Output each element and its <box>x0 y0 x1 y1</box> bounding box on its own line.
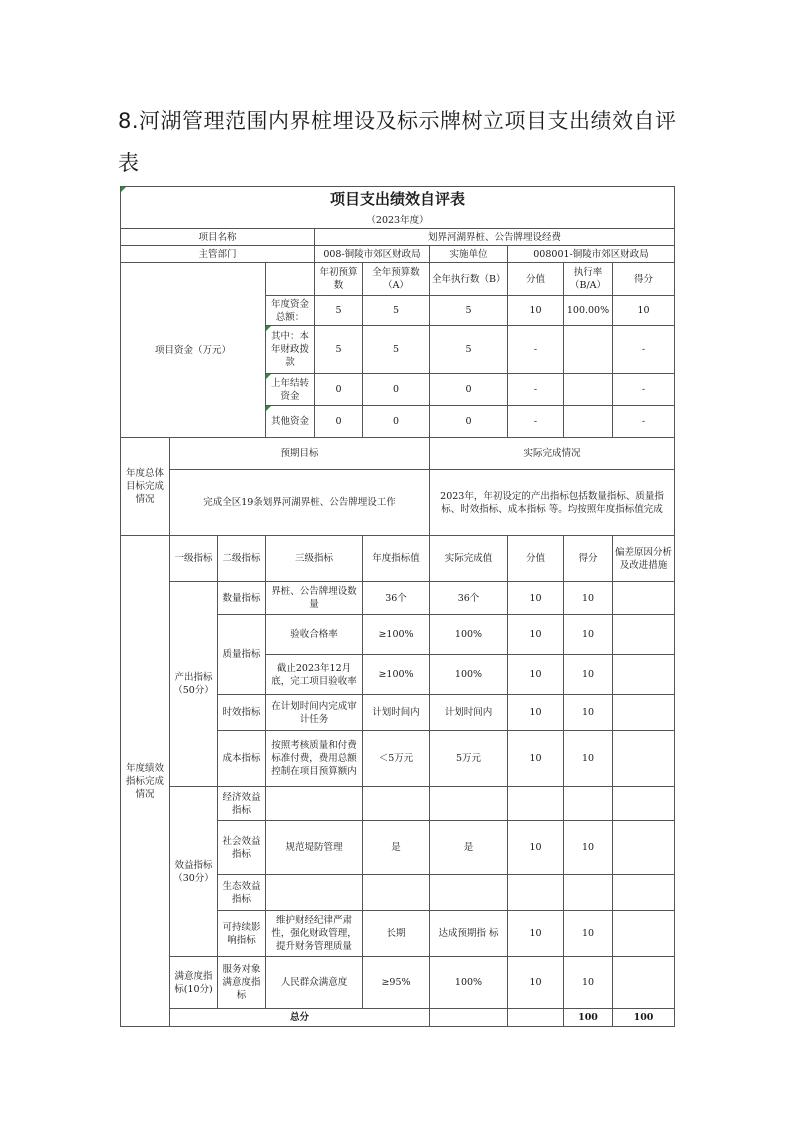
reason-cell <box>613 875 675 911</box>
funds-cell: 5 <box>363 326 430 374</box>
project-name-label: 项目名称 <box>121 229 315 246</box>
funds-label: 项目资金（万元） <box>121 263 266 438</box>
reason-cell <box>613 911 675 957</box>
score-cell: 10 <box>564 957 613 1009</box>
funds-cell: 0 <box>363 406 430 438</box>
output-indicator-label: 产出指标（50分） <box>170 582 218 787</box>
score-cell: 10 <box>564 911 613 957</box>
level3-cell: 维护财经纪律严肃性，强化财政管理，提升财务管理质量 <box>266 911 363 957</box>
weight-cell: 10 <box>508 957 564 1009</box>
goals-label: 年度总体目标完成情况 <box>121 438 170 536</box>
dept-value: 008-铜陵市郊区财政局 <box>315 246 430 263</box>
level2-cell: 成本指标 <box>218 731 266 787</box>
funds-header: 执行率（B/A） <box>564 263 613 296</box>
level2-cell: 社会效益指标 <box>218 821 266 875</box>
level3-cell: 界桩、公告牌埋设数量 <box>266 582 363 615</box>
score-cell: 10 <box>564 731 613 787</box>
total-label: 总分 <box>170 1009 430 1027</box>
score-cell: 10 <box>564 615 613 655</box>
funds-cell: - <box>508 326 564 374</box>
level3-cell: 人民群众满意度 <box>266 957 363 1009</box>
weight-cell: 10 <box>508 911 564 957</box>
funds-header: 全年预算数（A） <box>363 263 430 296</box>
funds-cell: 100.00% <box>564 296 613 326</box>
weight-cell <box>508 875 564 911</box>
actual-cell: 100% <box>430 957 508 1009</box>
weight-cell: 10 <box>508 695 564 731</box>
funds-header: 得分 <box>613 263 675 296</box>
target-cell: 是 <box>363 821 430 875</box>
actual-cell: 是 <box>430 821 508 875</box>
total-weight: 100 <box>564 1009 613 1027</box>
funds-cell: 5 <box>315 326 363 374</box>
actual-cell <box>430 875 508 911</box>
target-cell: 计划时间内 <box>363 695 430 731</box>
indicator-header: 分值 <box>508 536 564 582</box>
funds-cell <box>564 406 613 438</box>
expected-header: 预期目标 <box>170 438 430 470</box>
level3-cell: 按照考核质量和付费标准付费，费用总额控制在项目预算额内 <box>266 731 363 787</box>
score-cell <box>564 875 613 911</box>
dept-label: 主管部门 <box>121 246 315 263</box>
reason-cell <box>613 695 675 731</box>
funds-cell: 0 <box>430 406 508 438</box>
indicator-header: 一级指标 <box>170 536 218 582</box>
funds-cell: 5 <box>315 296 363 326</box>
level3-cell <box>266 875 363 911</box>
funds-cell: 5 <box>363 296 430 326</box>
performance-table <box>120 186 675 1027</box>
actual-cell: 计划时间内 <box>430 695 508 731</box>
actual-cell: 36个 <box>430 582 508 615</box>
target-cell: 长期 <box>363 911 430 957</box>
funds-cell: - <box>508 374 564 406</box>
funds-header: 年初预算数 <box>315 263 363 296</box>
target-cell <box>363 875 430 911</box>
score-cell: 10 <box>564 695 613 731</box>
funds-cell: - <box>508 406 564 438</box>
actual-cell: 5万元 <box>430 731 508 787</box>
funds-row-label: 上年结转资金 <box>266 374 315 406</box>
table-title: 项目支出绩效自评表 <box>121 187 675 213</box>
funds-cell: 5 <box>430 296 508 326</box>
funds-header: 全年执行数（B） <box>430 263 508 296</box>
level2-cell: 质量指标 <box>218 615 266 695</box>
indicator-header: 年度指标值 <box>363 536 430 582</box>
reason-cell <box>613 731 675 787</box>
level3-cell: 规范堤防管理 <box>266 821 363 875</box>
unit-value: 008001-铜陵市郊区财政局 <box>508 246 675 263</box>
reason-cell <box>613 582 675 615</box>
page-heading: 8.河湖管理范围内界桩埋设及标示牌树立项目支出绩效自评表 <box>118 109 677 175</box>
score-cell: 10 <box>564 582 613 615</box>
target-cell: ≥100% <box>363 655 430 695</box>
satisfaction-indicator-label: 满意度指标(10分) <box>170 957 218 1009</box>
expected-text: 完成全区19条划界河湖界桩、公告牌埋设工作 <box>170 470 430 536</box>
actual-cell: 达成预期指 标 <box>430 911 508 957</box>
level3-cell <box>266 787 363 821</box>
target-cell: 36个 <box>363 582 430 615</box>
actual-cell: 100% <box>430 655 508 695</box>
funds-cell <box>564 326 613 374</box>
indicators-section-label: 年度绩效指标完成情况 <box>121 536 170 1027</box>
funds-cell: 0 <box>363 374 430 406</box>
funds-cell <box>564 374 613 406</box>
funds-cell: - <box>613 374 675 406</box>
weight-cell: 10 <box>508 582 564 615</box>
project-name-value: 划界河湖界桩、公告牌埋设经费 <box>315 229 675 246</box>
reason-cell <box>613 957 675 1009</box>
score-cell: 10 <box>564 655 613 695</box>
level2-cell: 经济效益指标 <box>218 787 266 821</box>
reason-cell <box>613 821 675 875</box>
unit-label: 实施单位 <box>430 246 508 263</box>
funds-cell: 5 <box>430 326 508 374</box>
level2-cell: 可持续影响指标 <box>218 911 266 957</box>
score-cell: 10 <box>564 821 613 875</box>
funds-cell: - <box>613 406 675 438</box>
level2-cell: 时效指标 <box>218 695 266 731</box>
funds-header: 分值 <box>508 263 564 296</box>
weight-cell: 10 <box>508 821 564 875</box>
score-cell <box>564 787 613 821</box>
funds-corner <box>266 263 315 296</box>
funds-cell: - <box>613 326 675 374</box>
actual-header: 实际完成情况 <box>430 438 675 470</box>
level2-cell: 生态效益指标 <box>218 875 266 911</box>
funds-cell: 10 <box>613 296 675 326</box>
actual-text: 2023年，年初设定的产出指标包括数量指标、质量指标、时效指标、成本指标 等。均按照年度指标值完成 <box>430 470 675 536</box>
target-cell <box>363 787 430 821</box>
total-score: 100 <box>613 1009 675 1027</box>
reason-cell <box>613 655 675 695</box>
reason-cell <box>613 615 675 655</box>
level3-cell: 在计划时间内完成审计任务 <box>266 695 363 731</box>
benefit-indicator-label: 效益指标（30分） <box>170 787 218 957</box>
indicator-header: 实际完成值 <box>430 536 508 582</box>
target-cell: ≥100% <box>363 615 430 655</box>
year-note: （2023年度） <box>121 213 675 229</box>
funds-row-label: 年度资金总额： <box>266 296 315 326</box>
weight-cell: 10 <box>508 731 564 787</box>
level2-cell: 数量指标 <box>218 582 266 615</box>
actual-cell <box>430 787 508 821</box>
weight-cell: 10 <box>508 655 564 695</box>
funds-cell: 10 <box>508 296 564 326</box>
reason-cell <box>613 787 675 821</box>
funds-cell: 0 <box>315 406 363 438</box>
level3-cell: 验收合格率 <box>266 615 363 655</box>
total-empty <box>430 1009 508 1027</box>
target-cell: ≥95% <box>363 957 430 1009</box>
funds-cell: 0 <box>430 374 508 406</box>
indicator-header: 三级指标 <box>266 536 363 582</box>
target-cell: ＜5万元 <box>363 731 430 787</box>
weight-cell <box>508 787 564 821</box>
weight-cell: 10 <box>508 615 564 655</box>
funds-cell: 0 <box>315 374 363 406</box>
indicator-header: 偏差原因分析及改进措施 <box>613 536 675 582</box>
level2-cell: 服务对象满意度指标 <box>218 957 266 1009</box>
funds-row-label: 其中：本年财政拨款 <box>266 326 315 374</box>
funds-row-label: 其他资金 <box>266 406 315 438</box>
actual-cell: 100% <box>430 615 508 655</box>
indicator-header: 二级指标 <box>218 536 266 582</box>
indicator-header: 得分 <box>564 536 613 582</box>
total-empty <box>508 1009 564 1027</box>
level3-cell: 截止2023年12月底，完工项目验收率 <box>266 655 363 695</box>
